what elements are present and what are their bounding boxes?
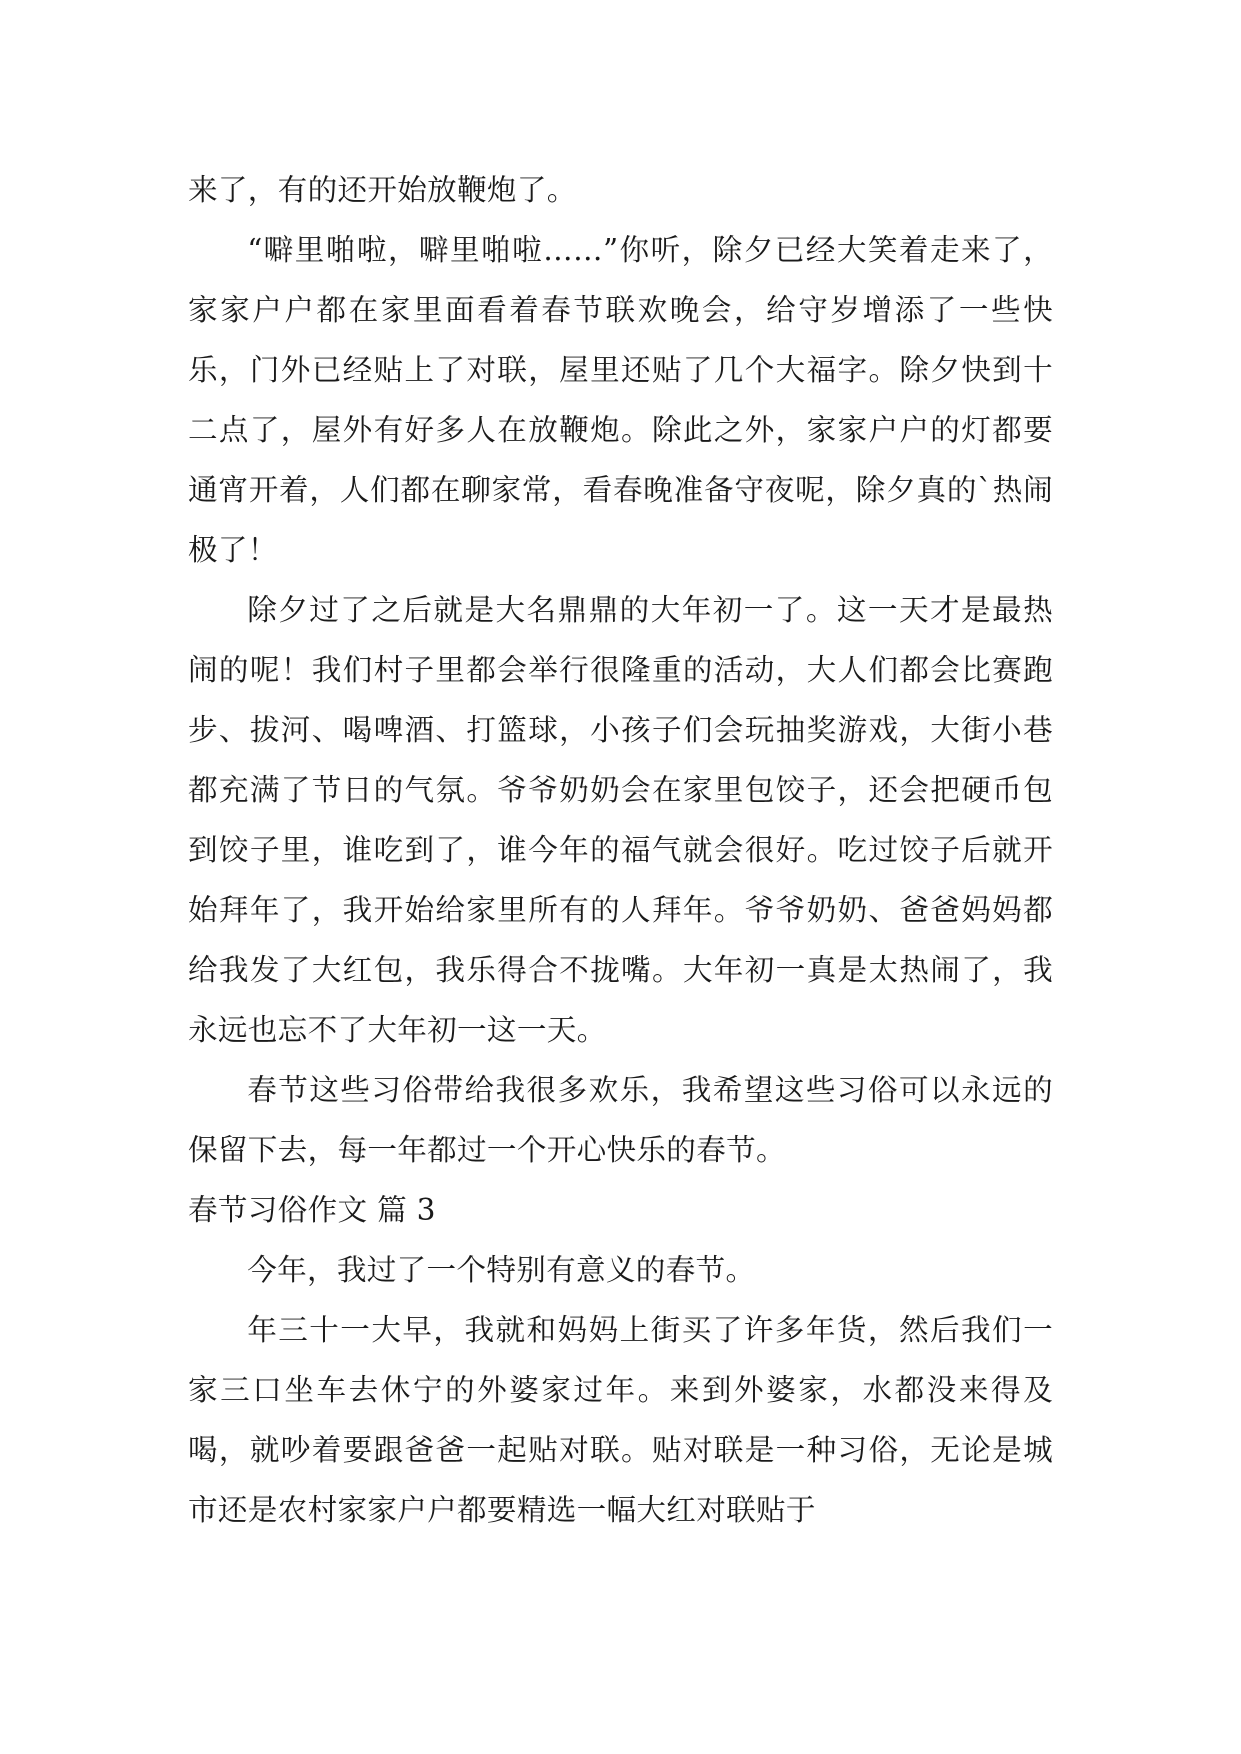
section-heading: 春节习俗作文 篇 3 — [188, 1193, 436, 1227]
paragraph-conclusion: 春节这些习俗带给我很多欢乐，我希望这些习俗可以永远的保留下去，每一年都过一个开心快乐的春节。 — [188, 1073, 1053, 1167]
document-body — [188, 160, 1053, 1540]
paragraph-first-day: 除夕过了之后就是大名鼎鼎的大年初一了。这一天才是最热闹的呢！我们村子里都会举行很隆重的活动，大人们都会比赛跑步、拔河、喝啤酒、打篮球，小孩子们会玩抽奖游戏，大街小巷都充满了节日的气氛。爷爷奶奶会在家里包饺子，还会把硬币包到饺子里，谁吃到了，谁今年的福气就会很好。吃过饺子后就开始拜年了，我开始给家里所有的人拜年。爷爷奶奶、爸爸妈妈都给我发了大红包，我乐得合不拢嘴。大年初一真是太热闹了，我永远也忘不了大年初一这一天。 — [188, 593, 1053, 1047]
paragraph-continuation: 来了，有的还开始放鞭炮了。 — [188, 173, 577, 207]
paragraph-couplets: 年三十一大早，我就和妈妈上街买了许多年货，然后我们一家三口坐车去休宁的外婆家过年。来到外婆家，水都没来得及喝，就吵着要跟爸爸一起贴对联。贴对联是一种习俗，无论是城市还是农村家家户户都要精选一幅大红对联贴于 — [188, 1313, 1053, 1527]
paragraph-intro: 今年，我过了一个特别有意义的春节。 — [247, 1253, 756, 1287]
paragraph-new-year-eve: “噼里啪啦，噼里啪啦……”你听，除夕已经大笑着走来了，家家户户都在家里面看着春节联欢晚会，给守岁增添了一些快乐，门外已经贴上了对联，屋里还贴了几个大福字。除夕快到十二点了，屋外有好多人在放鞭炮。除此之外，家家户户的灯都要通宵开着，人们都在聊家常，看春晚准备守夜呢，除夕真的`热闹极了！ — [188, 233, 1053, 567]
